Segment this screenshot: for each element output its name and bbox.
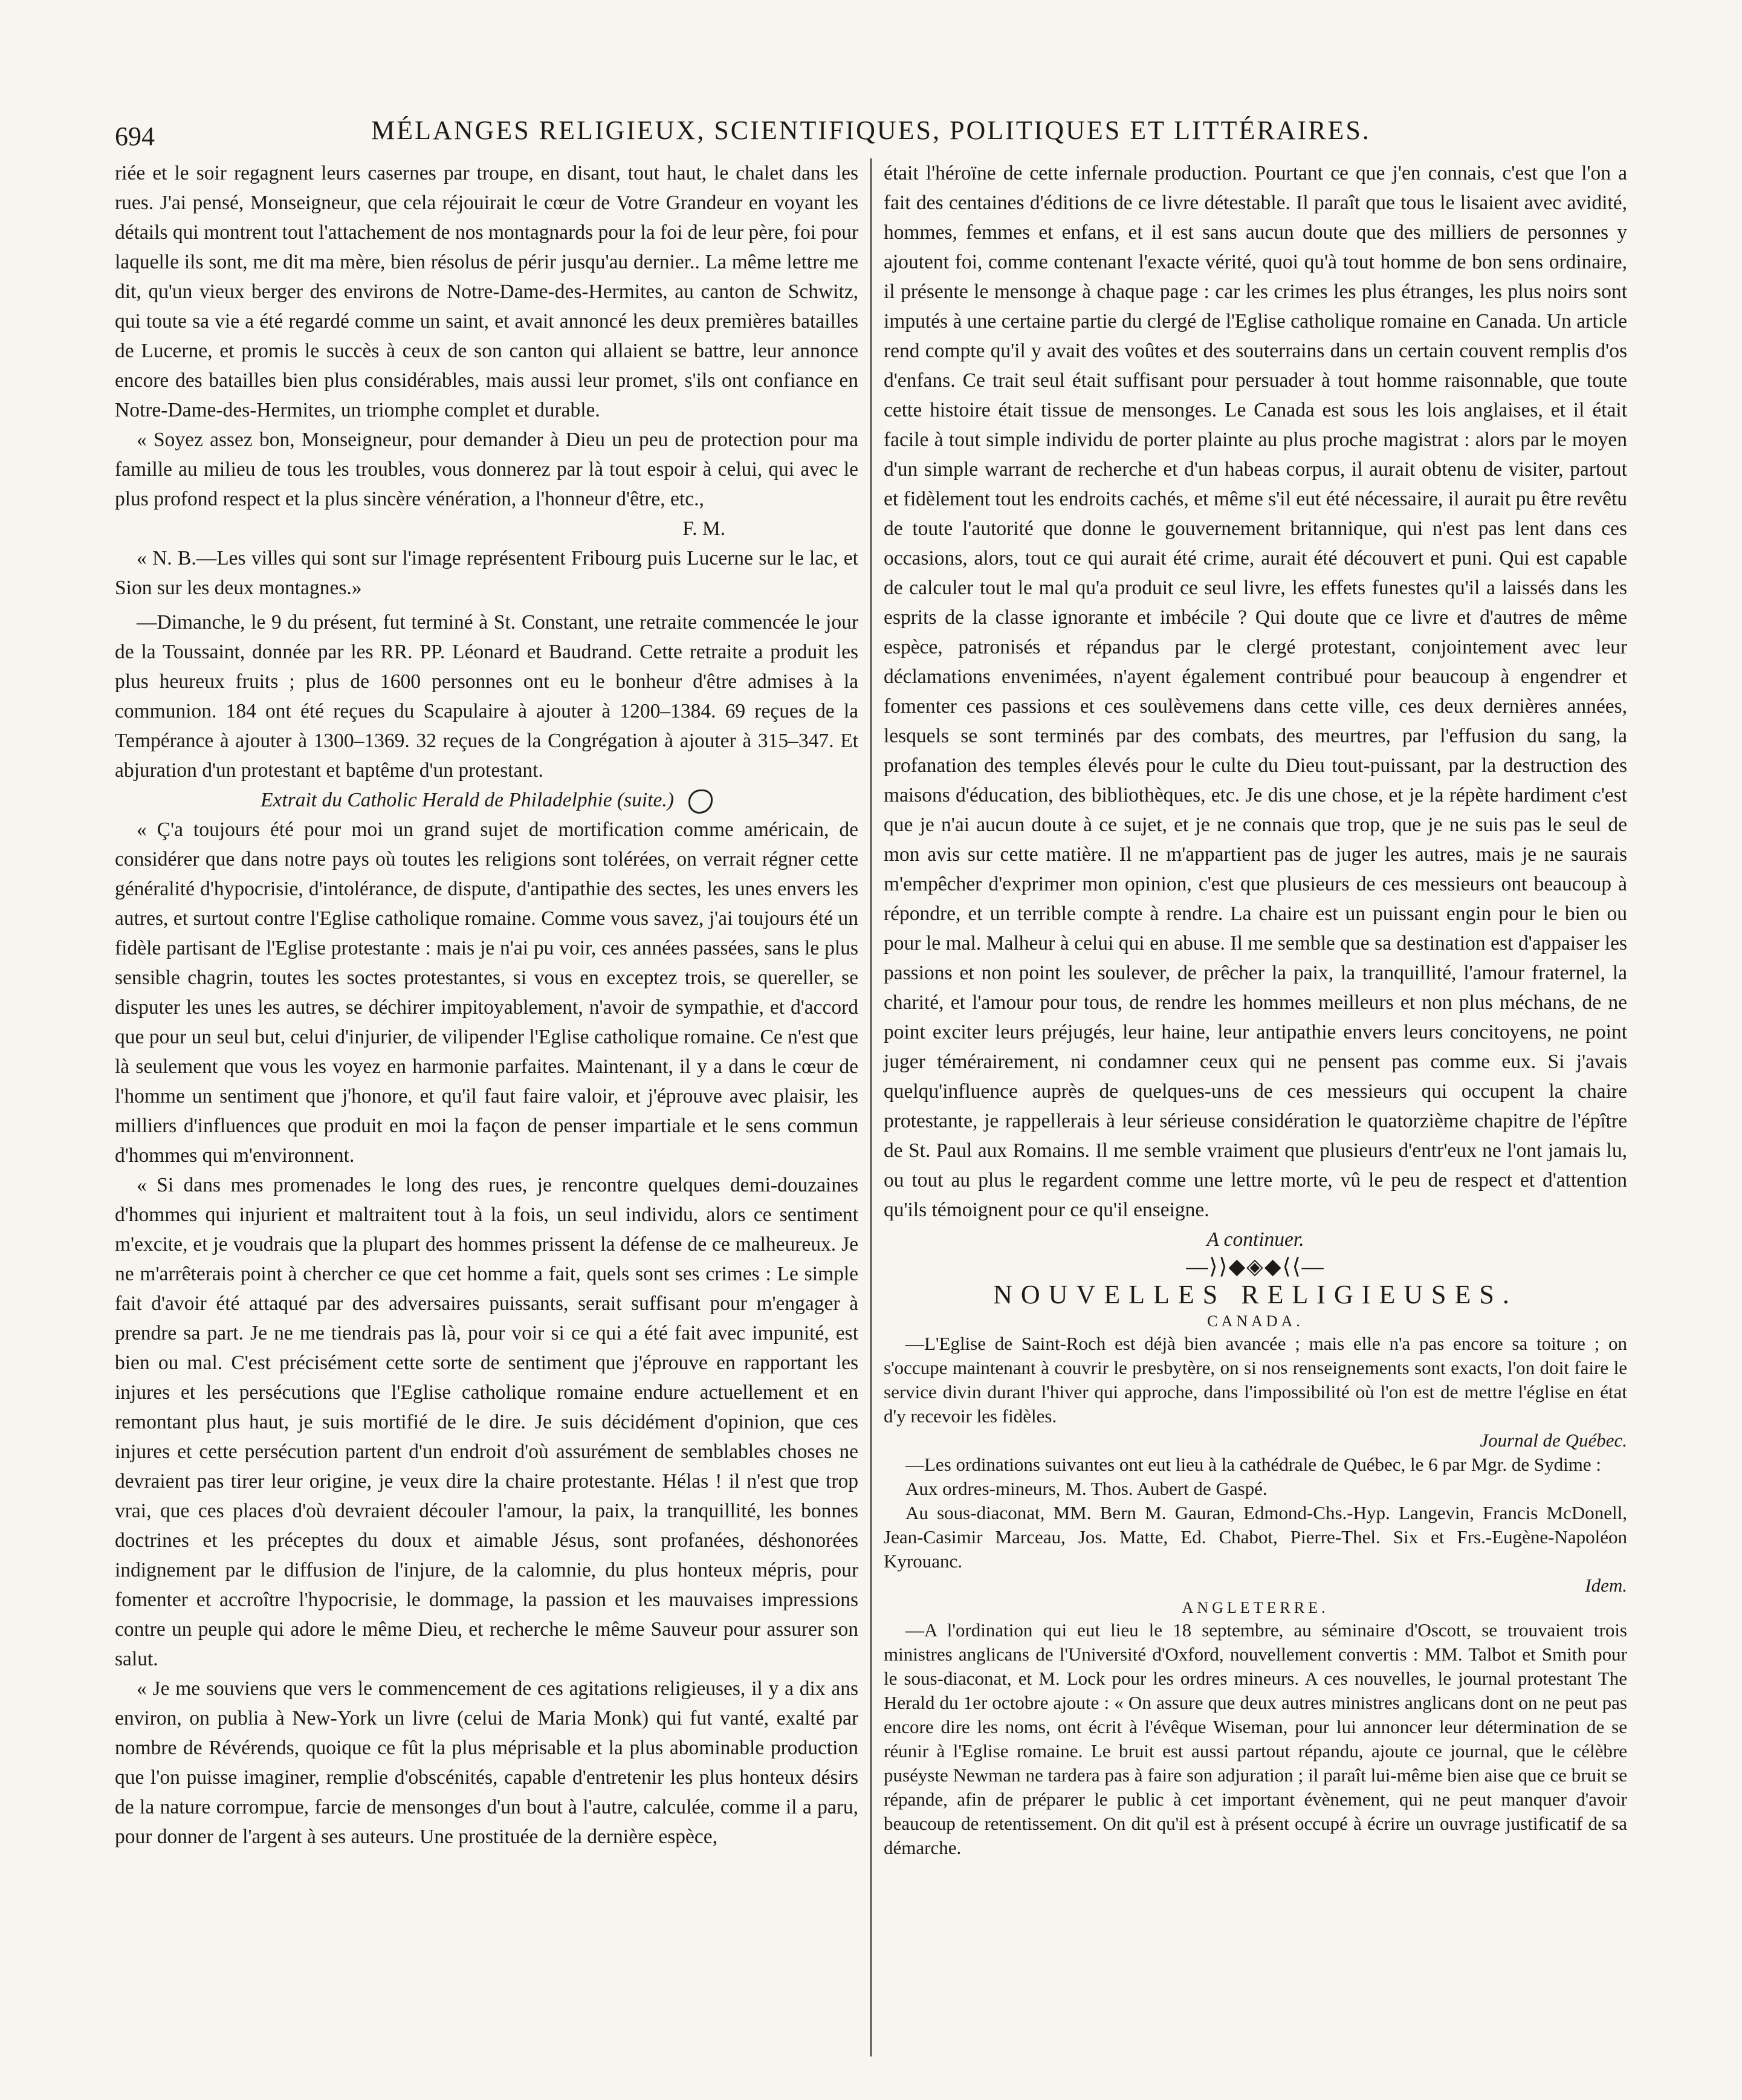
running-header [115,103,1627,157]
page-number: 694 [115,122,155,151]
section-title: NOUVELLES RELIGIEUSES. [993,1280,1518,1309]
right-column [870,158,1627,2056]
subsection-canada: CANADA. [1207,1312,1304,1330]
news-item: Aux ordres-mineurs, M. Thos. Aubert de Gaspé. [905,1478,1268,1499]
signature-line [115,514,858,543]
paragraph: était l'héroïne de cette infernale production. Pourtant ce que j'en connais, c'est que l'on a fait des centaines d'éditions de ce livre détestable. Il paraît que tous le lisaient avec avidité, hommes, femmes et enfans, et il est sans aucun doute que des milliers de personnes y ajoutent foi, comme contenant l'exacte vérité, quoi qu'à tout homme de bon sens ordinaire, il présente le mensonge à chaque page : car les crimes les plus étranges, les plus noirs sont imputés à une certaine partie du clergé de l'Eglise catholique romaine en Canada. Un article rend compte qu'il y avait des voûtes et des souterrains dans un certain couvent remplis d'os d'enfans. Ce trait seul était suffisant pour persuader à tout homme raisonnable, que toute cette histoire était tissue de mensonges. Le Canada est sous les lois anglaises, et il était facile à tout simple individu de porter plainte au plus proche magistrat : alors par le moyen d'un simple warrant de recherche et d'un habeas corpus, il aurait obtenu de visiter, partout et fidèlement tout les endroits cachés, et même s'il eut été nécessaire, il aurait pu être revêtu de toute l'autorité que donne le gouvernement britannique, qui n'est pas lent dans ces occasions, alors, tout ce qui aurait été crime, aurait été découvert et puni. Qui est capable de calculer tout le mal qu'a produit ce seul livre, les effets funestes qu'il a laissés dans les esprits de la classe ignorante et imbécile ? Qui doute que ce livre et d'autres de même espèce, patronisés et répandus par le clergé protestant, conjointement avec leur déclamations envenimées, n'ayent également contribué pour beaucoup à engendrer et fomenter ces passions et ces soulèvemens dans cette ville, ces deux dernières années, lesquels se sont terminés par des combats, des meurtres, par l'effusion du sang, la profanation des temples élevés pour le culte du Dieu tout-puissant, par la destruction des maisons d'éducation, des bibliothèques, etc. Je dis une chose, et je la répète hardiment c'est que je n'ai aucun doute à ce sujet, et je ne connais que trop, que je ne suis pas le seul de mon avis sur cette matière. Il ne m'appartient pas de juger les autres, mais je ne saurais m'empêcher d'exprimer mon opinion, c'est que plusieurs de ces messieurs ont beaucoup à répondre, et un terrible compte à rendre. La chaire est un puissant engin pour le bien ou pour le mal. Malheur à celui qui en abuse. Il me semble que sa destination est d'appaiser les passions et non point les soulever, de prêcher la paix, la tranquillité, l'amour fraternel, la charité, et l'amour pour tous, de rendre les hommes meilleurs et non plus méchans, de ne point exciter leurs préjugés, leur haine, leur antipathie envers leurs concitoyens, ne point juger témérairement, ni condamner ceux qui ne pensent pas comme eux. Si j'avais quelqu'influence auprès de quelques-uns de ces messieurs qui occupent la chaire protestante, je rappellerais à leur sérieuse considération le quatorzième chapitre de l'épître de St. Paul aux Romains. Il me semble vraiment que plusieurs d'entr'eux ne l'ont jamais lu, ou tout au plus le regardent comme une lettre morte, vû le peu de respect et d'attention qu'ils témoignent pour ce qu'il enseigne. [884,162,1627,1221]
paragraph: riée et le soir regagnent leurs casernes par troupe, en disant, tout haut, le chalet dans les rues. J'ai pensé, Monseigneur, que cela réjouirait le cœur de Votre Grandeur en voyant les détails qui montrent tout l'attachement de nos montagnards pour la foi de leur père, foi pour laquelle ils sont, me dit ma mère, bien résolus de périr jusqu'au dernier.. La même lettre me dit, qu'un vieux berger des environs de Notre-Dame-des-Hermites, au canton de Schwitz, qui toute sa vie a été regardé comme un saint, et avait annoncé les deux premières batailles de Lucerne, et promis le succès à ceux de son canton qui allaient se battre, leur annonce encore des batailles bien plus considérables, mais aussi leur promet, s'ils ont confiance en Notre-Dame-des-Hermites, un triomphe complet et durable. [115,162,858,421]
journal-title: MÉLANGES RELIGIEUX, SCIENTIFIQUES, POLITIQUES ET LITTÉRAIRES. [371,115,1371,145]
subsection-angleterre: ANGLETERRE. [1182,1599,1329,1616]
news-item: Au sous-diaconat, MM. Bern M. Gauran, Edmond-Chs.-Hyp. Langevin, Francis McDonell, Jean-Casimir Marceau, Jos. Matte, Ed. Chabot, Pierre-Thel. Six et Frs.-Eugène-Napoléon Kyrouanc. [884,1502,1627,1572]
signature: F. M. [682,517,725,540]
article-heading-text: Extrait du Catholic Herald de Philadelphie (suite.) [261,789,674,811]
paragraph: —Dimanche, le 9 du présent, fut terminé à St. Constant, une retraite commencée le jour de la Toussaint, donnée par les RR. PP. Léonard et Baudrand. Cette retraite a produit les plus heureux fruits ; plus de 1600 personnes ont eu le bonheur d'être admises à la communion. 184 ont été reçues du Scapulaire à ajouter à 1200–1384. 69 reçues de la Tempérance à ajouter à 1300–1369. 32 reçues de la Congrégation à ajouter à 315–347. Et abjuration d'un protestant et baptême d'un protestant. [115,611,858,782]
news-source: Journal de Québec. [1480,1430,1627,1451]
paragraph: « Soyez assez bon, Monseigneur, pour demander à Dieu un peu de protection pour ma famille au milieu de tous les troubles, vous donnerez par là tout espoir à celui, qui avec le plus profond respect et la plus sincère vénération, a l'honneur d'être, etc., [115,429,858,510]
to-be-continued: A continuer. [1206,1228,1304,1251]
news-item: —A l'ordination qui eut lieu le 18 septembre, au séminaire d'Oscott, se trouvaient trois ministres anglicans de l'Université d'Oxford, nouvellement convertis : MM. Talbot et Smith pour le sous-diaconat, et M. Lock pour les ordres mineurs. A ces nouvelles, le journal protestant The Herald du 1er octobre ajoute : « On assure que deux autres ministres anglicans dont on ne peut pas encore dire les noms, ont écrit à l'évêque Wiseman, pour lui annoncer leur détermination de se réunir à l'Eglise romaine. Le bruit est aussi partout répandu, ajoute ce journal, que le célèbre puséyste Newman ne tardera pas à faire son adjuration ; il paraît lui-même bien aise que ce bruit se répande, afin de préparer le public à cet important évènement, qui ne peut manquer d'avoir beaucoup de retentissement. On dit qu'il est à présent occupé à écrire un ouvrage justificatif de sa démarche. [884,1619,1627,1858]
ornament-divider: —⟩⟩◆◈◆⟨⟨— [1186,1254,1325,1278]
paragraph: « Ç'a toujours été pour moi un grand sujet de mortification comme américain, de considérer que dans notre pays où toutes les religions sont tolérées, on verrait régner cette généralité d'hypocrisie, d'intolérance, de dispute, d'antipathie des sectes, les unes envers les autres, et surtout contre l'Eglise catholique romaine. Comme vous savez, j'ai toujours été un fidèle partisant de l'Eglise protestante : mais je n'ai pu voir, ces années passées, sans le plus sensible chagrin, toutes les soctes protestantes, si vous en exceptez trois, se quereller, se disputer les unes les autres, se déchirer impitoyablement, n'avoir de sympathie, et d'accord que pour un seul but, celui d'injurier, de vilipender l'Eglise catholique romaine. Ce n'est que là seulement que vous les voyez en harmonie parfaites. Maintenant, il y a dans le cœur de l'homme un sentiment que j'honore, et qu'il faut faire valoir, et j'éprouve avec plaisir, les milliers d'influences que produit en moi la façon de penser impartiale et le sens commun d'hommes qui m'environnent. [115,818,858,1167]
paragraph: « Je me souviens que vers le commencement de ces agitations religieuses, il y a dix ans environ, on publia à New-York un livre (celui de Maria Monk) qui fut vanté, exalté par nombre de Révérends, quoique ce fût la plus méprisable et la plus abominable production que l'on puisse imaginer, remplie d'obscénités, capable d'entretenir les plus honteux désirs de la nature corrompue, farcie de mensonges d'un bout à l'autre, calculée, comme il a paru, pour donner de l'argent à ses auteurs. Une prostituée de la dernière espèce, [115,1677,858,1848]
news-source: Idem. [1585,1575,1627,1596]
news-item: —L'Eglise de Saint-Roch est déjà bien avancée ; mais elle n'a pas encore sa toiture ; on s'occupe maintenant à couvrir le presbytère, on si nos renseignements sont exacts, l'on doit faire le service divin durant l'hiver qui approche, dans l'impossibilité où l'on est de mettre l'église en état d'y recevoir les fidèles. [884,1333,1627,1427]
two-column-body [115,158,1627,2056]
paragraph: « Si dans mes promenades le long des rues, je rencontre quelques demi-douzaines d'hommes qui injurient et maltraitent tout à la fois, un seul individu, alors ce sentiment m'excite, et je voudrais que la plupart des hommes prissent la défense de ce malheureux. Je ne m'arrêterais point à chercher ce que cet homme a fait, quels sont ses crimes : Le simple fait d'avoir été attaqué par des adversaires puissants, serait suffisant pour m'engager à prendre sa part. Je ne me tiendrais pas là, pour voir si ce qui a été fait avec impunité, est bien ou mal. C'est précisément cette sorte de sentiment que j'éprouve en rapportant les injures et les persécutions que l'Eglise catholique romaine endure actuellement et en remontant plus haut, je suis mortifié de le dire. Je suis décidément d'opinion, que ces injures et cette persécution partent d'un endroit d'où assurément de semblables choses ne devraient pas tirer leur origine, je veux dire la chaire protestante. Hélas ! il n'est que trop vrai, que ces places d'où devraient découler l'amour, la paix, la tranquillité, les bonnes doctrines et les préceptes du doux et aimable Jésus, sont profanées, déshonorées indignement par le diffusion de l'injure, de la calomnie, du plus honteux mépris, pour fomenter et accroître l'hypocrisie, le dommage, la passion et les mauvaises impressions contre un peuple qui adore le même Dieu, et recherche le même Sauveur pour assurer son salut. [115,1174,858,1670]
news-item: —Les ordinations suivantes ont eut lieu à la cathédrale de Québec, le 6 par Mgr. de Sydime : [905,1454,1601,1475]
ink-mark-icon [688,789,713,814]
news-section [884,1311,1627,1860]
article-heading [115,785,858,815]
left-column [115,158,870,2056]
paragraph: « N. B.—Les villes qui sont sur l'image représentent Fribourg puis Lucerne sur le lac, et Sion sur les deux montagnes.» [115,547,858,599]
